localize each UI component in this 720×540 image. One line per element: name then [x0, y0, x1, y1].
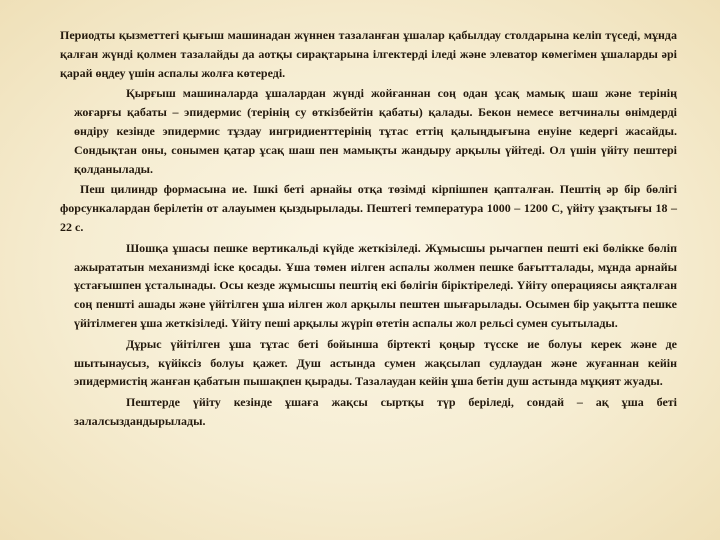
- paragraph-3: Пеш цилиндр формасына ие. Ішкі беті арнайы отқа төзімді кірпішпен қапталған. Пештің әр бір бөлігі форсункалардан берілетін от алауымен қыздырылады. Пештегі температура 1000 – 1200 С, үйіту ұзақтығы 18 – 22 с.: [60, 182, 677, 234]
- paragraph-6: Пештерде үйіту кезінде ұшаға жақсы сыртқы түр беріледі, сондай – ақ ұша беті залалсыздандырылады.: [74, 395, 677, 428]
- document-body: [60, 26, 677, 433]
- paragraph-5: Дұрыс үйітілген ұша тұтас беті бойынша біртекті қоңыр түсске ие болуы керек және де шытынаусыз, күйіксіз болуы қажет. Душ астында сумен жақсылап судлаудан және жуғаннан кейін эпидермистің жанған қабатын пышақпен қырады. Тазалаудан кейін ұша бетін душ астында мұқият жуады.: [74, 336, 677, 389]
- paragraph-1: Периодты қызметтегі қығыш машинадан жүннен тазаланған ұшалар қабылдау столдарына келіп түседі, мұнда қалған жүнді қолмен тазалайды да аотқы сирақтарына ілгектерді іледі және элеватор көмегімен ұшаларды әрі қарай өңдеу үшін аспалы жолға көтереді.: [60, 28, 677, 80]
- paragraph-2: Қырғыш машиналарда ұшалардан жүнді жойғаннан соң одан ұсақ мамық шаш және терінің жоғарғы қабаты – эпидермис (терінің су өткізбейтін қабаты) қалады. Бекон немесе ветчиналы өнімдерді өндіру кезінде эпидермис тұздау ингридиенттерінің тұтас еттің қалыңдығына енуіне кедергі жасайды. Сондықтан оны, сонымен қатар ұсақ шаш пен мамықты жандыру арқылы үйітеді. Ол үшін үйіту пештері қолданылады.: [74, 86, 677, 176]
- paragraph-4: Шошқа ұшасы пешке вертикальді күйде жеткізіледі. Жұмысшы рычагпен пешті екі бөлікке бөліп ажырататын механизмді іске қосады. Ұша төмен иілген аспалы жолмен пешке бағытталады, мұнда арнайы ұстағышпен ұсталынады. Осы кезде жұмысшы пештің екі бөлігін біріктіреледі. Үйіту операциясы аяқталған соң пеншті ашады және үйітілген ұша иілген жол арқылы пештен шығарылады. Осымен бір уақытта пешке үйітілмеген ұша жеткізіледі. Үйіту пеші арқылы жүріп өтетін аспалы жол рельсі сумен суытылады.: [74, 240, 677, 330]
